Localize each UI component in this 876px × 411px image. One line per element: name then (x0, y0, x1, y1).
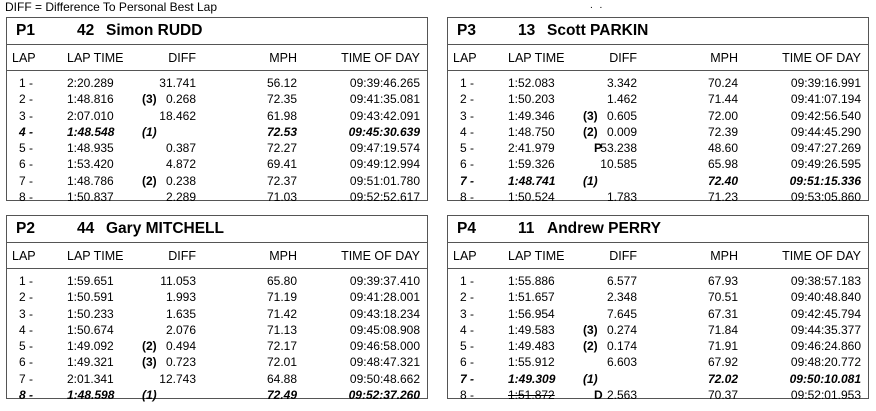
lap-mph: 64.88 (266, 371, 297, 386)
col-diff: DIFF (609, 249, 637, 263)
lap-number: 3 - (19, 108, 34, 123)
lap-row (7, 370, 427, 386)
lap-diff: 1.993 (165, 290, 196, 305)
col-mph: MPH (710, 51, 738, 65)
lap-time: 1:53.420 (67, 157, 114, 172)
col-time-of-day: TIME OF DAY (341, 249, 420, 263)
lap-time: 1:50.203 (508, 92, 555, 107)
lap-diff: 0.605 (606, 108, 637, 123)
col-lap-time: LAP TIME (508, 51, 565, 65)
lap-time-of-day: 09:49:26.595 (790, 157, 861, 172)
lap-row (448, 172, 868, 188)
lap-mph: 67.31 (707, 306, 738, 321)
lap-time-of-day: 09:39:37.410 (349, 274, 420, 288)
lap-time-of-day: 09:51:01.780 (349, 173, 420, 188)
lap-rows (7, 269, 427, 402)
lap-number: 4 - (460, 124, 475, 139)
lap-mph: 72.40 (707, 173, 738, 188)
col-diff: DIFF (168, 249, 196, 263)
driver-panel-p2 (6, 215, 428, 403)
lap-time: 1:48.816 (67, 92, 114, 107)
lap-time-of-day: 09:45:30.639 (348, 124, 420, 139)
lap-row (7, 74, 427, 90)
lap-time: 2:07.010 (67, 108, 114, 123)
col-lap-time: LAP TIME (508, 249, 565, 263)
position-label: P2 (16, 220, 35, 237)
lap-time: 1:49.583 (508, 322, 555, 337)
lap-time: 1:48.598 (67, 388, 115, 403)
lap-diff: 3.342 (606, 76, 637, 90)
panel-header (448, 18, 868, 45)
lap-diff: 1.635 (165, 306, 196, 321)
lap-time: 1:48.786 (67, 173, 114, 188)
position-label: P3 (457, 22, 476, 39)
lap-diff: 4.872 (165, 157, 196, 172)
lap-number: 2 - (460, 92, 475, 107)
lap-rows (448, 71, 868, 204)
lap-number: 6 - (19, 157, 34, 172)
col-time-of-day: TIME OF DAY (782, 249, 861, 263)
lap-diff: 0.174 (606, 339, 637, 354)
lap-row (7, 337, 427, 353)
lap-mph: 67.93 (707, 274, 738, 288)
lap-time-of-day: 09:50:10.081 (789, 371, 861, 386)
lap-row (448, 305, 868, 321)
lap-row (7, 123, 427, 139)
column-header-row (7, 243, 427, 269)
lap-diff: 2.348 (606, 290, 637, 305)
lap-rank-note: (2) (583, 124, 598, 139)
col-mph: MPH (269, 249, 297, 263)
lap-time-of-day: 09:45:08.908 (349, 322, 420, 337)
panel-header (7, 216, 427, 243)
lap-time: 1:50.674 (67, 322, 114, 337)
lap-row (448, 337, 868, 353)
lap-time-of-day: 09:43:42.091 (349, 108, 420, 123)
lap-row (7, 155, 427, 171)
lap-time: 1:55.912 (508, 355, 555, 370)
position-label: P4 (457, 220, 476, 237)
lap-rank-note: (2) (583, 339, 598, 354)
lap-time-of-day: 09:52:01.953 (790, 388, 861, 403)
col-lap-time: LAP TIME (67, 249, 124, 263)
col-lap: LAP (12, 51, 36, 65)
lap-row (7, 305, 427, 321)
lap-diff: 0.238 (165, 173, 196, 188)
column-header-row (448, 45, 868, 71)
lap-time: 1:56.954 (508, 306, 555, 321)
lap-time-of-day: 09:49:12.994 (349, 157, 420, 172)
lap-time-of-day: 09:39:16.991 (790, 76, 861, 90)
lap-time-of-day: 09:50:48.662 (349, 371, 420, 386)
lap-mph: 67.92 (707, 355, 738, 370)
lap-time: 2:01.341 (67, 371, 114, 386)
driver-panel-p1 (6, 17, 428, 205)
lap-number: 7 - (19, 173, 34, 188)
lap-diff: 0.009 (606, 124, 637, 139)
lap-diff: 0.274 (606, 322, 637, 337)
lap-time: 1:48.935 (67, 141, 114, 156)
lap-number: 3 - (460, 306, 475, 321)
lap-diff: 12.743 (159, 371, 196, 386)
lap-number: 6 - (460, 355, 475, 370)
lap-mph: 70.51 (707, 290, 738, 305)
lap-number: 8 - (19, 190, 34, 205)
lap-mph: 65.98 (707, 157, 738, 172)
lap-rank-note: (3) (142, 92, 157, 107)
lap-time: 1:50.524 (508, 190, 555, 205)
lap-row (448, 74, 868, 90)
lap-number: 2 - (19, 290, 34, 305)
lap-time: 1:48.750 (508, 124, 555, 139)
lap-rows (7, 71, 427, 204)
lap-time-of-day: 09:42:45.794 (790, 306, 861, 321)
lap-time-of-day: 09:52:52.617 (349, 190, 420, 205)
lap-time-of-day: 09:47:19.574 (349, 141, 420, 156)
lap-time-of-day: 09:42:56.540 (790, 108, 861, 123)
car-number: 44 (77, 220, 95, 237)
lap-mph: 72.02 (707, 371, 738, 386)
lap-diff: 6.577 (606, 274, 637, 288)
lap-time: 1:51.657 (508, 290, 555, 305)
lap-time: 1:49.309 (508, 371, 556, 386)
lap-row (7, 188, 427, 204)
lap-diff: 2.076 (165, 322, 196, 337)
column-header-row (7, 45, 427, 71)
lap-time-of-day: 09:44:45.290 (790, 124, 861, 139)
lap-number: 7 - (460, 371, 475, 386)
lap-time: 1:59.651 (67, 274, 114, 288)
lap-row (7, 353, 427, 369)
lap-mph: 71.03 (266, 190, 297, 205)
col-lap: LAP (12, 249, 36, 263)
lap-number: 6 - (460, 157, 475, 172)
lap-time: 2:20.289 (67, 76, 114, 90)
lap-number: 1 - (460, 274, 475, 288)
lap-diff: 7.645 (606, 306, 637, 321)
header-dots: . . (590, 0, 605, 11)
lap-diff: 10.585 (600, 157, 637, 172)
lap-rank-note: (1) (142, 388, 157, 403)
lap-rows (448, 269, 868, 402)
lap-time: 1:55.886 (508, 274, 555, 288)
lap-time-of-day: 09:46:24.860 (790, 339, 861, 354)
lap-time: 1:48.548 (67, 124, 115, 139)
col-lap: LAP (453, 249, 477, 263)
lap-number: 8 - (19, 388, 34, 403)
lap-row (448, 353, 868, 369)
lap-mph: 72.39 (707, 124, 738, 139)
lap-diff: 2.563 (606, 388, 637, 403)
lap-number: 3 - (460, 108, 475, 123)
lap-time: 1:49.092 (67, 339, 114, 354)
lap-diff: 1.462 (606, 92, 637, 107)
col-lap: LAP (453, 51, 477, 65)
lap-mph: 72.49 (266, 388, 297, 403)
lap-time-of-day: 09:47:27.269 (790, 141, 861, 156)
lap-time-of-day: 09:53:05.860 (790, 190, 861, 205)
col-mph: MPH (710, 249, 738, 263)
lap-rank-note: (3) (583, 108, 598, 123)
lap-mph: 72.17 (266, 339, 297, 354)
lap-number: 5 - (19, 339, 34, 354)
lap-number: 4 - (19, 322, 34, 337)
lap-time-of-day: 09:40:48.840 (790, 290, 861, 305)
lap-mph: 71.42 (266, 306, 297, 321)
lap-mph: 70.37 (707, 388, 738, 403)
lap-diff: 2.289 (165, 190, 196, 205)
lap-time-of-day: 09:52:37.260 (348, 388, 420, 403)
lap-time: 1:49.321 (67, 355, 114, 370)
lap-mph: 61.98 (266, 108, 297, 123)
car-number: 11 (518, 220, 535, 237)
col-time-of-day: TIME OF DAY (782, 51, 861, 65)
lap-diff: 1.783 (606, 190, 637, 205)
lap-number: 7 - (19, 371, 34, 386)
lap-number: 1 - (19, 274, 34, 288)
lap-mph: 72.37 (266, 173, 297, 188)
lap-number: 5 - (19, 141, 34, 156)
lap-time-of-day: 09:41:07.194 (790, 92, 861, 107)
col-diff: DIFF (168, 51, 196, 65)
col-mph: MPH (269, 51, 297, 65)
panel-header (448, 216, 868, 243)
lap-rank-note: (3) (142, 355, 157, 370)
lap-rank-note: (1) (583, 173, 598, 188)
lap-diff: 0.387 (165, 141, 196, 156)
lap-mph: 65.80 (266, 274, 297, 288)
lap-rank-note: P (594, 141, 603, 156)
lap-mph: 71.91 (707, 339, 738, 354)
lap-time-of-day: 09:41:28.001 (349, 290, 420, 305)
driver-name: Scott PARKIN (547, 22, 649, 39)
lap-rank-note: (2) (142, 339, 157, 354)
lap-rank-note: D (594, 388, 603, 403)
lap-number: 1 - (460, 76, 475, 90)
lap-mph: 71.19 (266, 290, 297, 305)
car-number: 13 (518, 22, 536, 39)
lap-mph: 71.84 (707, 322, 738, 337)
lap-rank-note: (1) (142, 124, 157, 139)
lap-time: 1:50.837 (67, 190, 114, 205)
lap-mph: 69.41 (266, 157, 297, 172)
lap-number: 8 - (460, 190, 475, 205)
lap-time-of-day: 09:46:58.000 (349, 339, 420, 354)
lap-row (7, 172, 427, 188)
lap-row (7, 321, 427, 337)
lap-row (448, 107, 868, 123)
lap-number: 4 - (19, 124, 34, 139)
col-lap-time: LAP TIME (67, 51, 124, 65)
lap-mph: 71.44 (707, 92, 738, 107)
lap-rank-note: (1) (583, 371, 598, 386)
lap-diff: 11.053 (160, 274, 196, 288)
driver-name: Gary MITCHELL (106, 220, 224, 237)
lap-time-of-day: 09:48:47.321 (349, 355, 420, 370)
driver-panel-p4 (447, 215, 869, 403)
lap-diff: 0.494 (165, 339, 196, 354)
lap-time-of-day: 09:41:35.081 (349, 92, 420, 107)
lap-number: 6 - (19, 355, 34, 370)
lap-row (7, 107, 427, 123)
lap-row (448, 123, 868, 139)
col-time-of-day: TIME OF DAY (341, 51, 420, 65)
lap-row (448, 321, 868, 337)
lap-mph: 72.53 (266, 124, 297, 139)
lap-mph: 56.12 (266, 76, 297, 90)
driver-panel-p3 (447, 17, 869, 205)
lap-number: 5 - (460, 141, 475, 156)
lap-time-of-day: 09:44:35.377 (790, 322, 861, 337)
driver-name: Andrew PERRY (547, 220, 661, 237)
lap-time: 1:59.326 (508, 157, 555, 172)
lap-row (448, 188, 868, 204)
lap-row (7, 288, 427, 304)
car-number: 42 (77, 22, 95, 39)
column-header-row (448, 243, 868, 269)
lap-row (448, 90, 868, 106)
lap-diff: 0.268 (165, 92, 196, 107)
lap-time-of-day: 09:48:20.772 (790, 355, 861, 370)
lap-time: 2:41.979 (508, 141, 555, 156)
lap-rank-note: (2) (142, 173, 157, 188)
lap-mph: 71.23 (707, 190, 738, 205)
lap-diff: 6.603 (606, 355, 637, 370)
lap-row (448, 155, 868, 171)
lap-time-of-day: 09:43:18.234 (349, 306, 420, 321)
lap-time: 1:49.483 (508, 339, 555, 354)
lap-number: 3 - (19, 306, 34, 321)
lap-mph: 71.13 (266, 322, 297, 337)
lap-mph: 72.27 (266, 141, 297, 156)
lap-number: 4 - (460, 322, 475, 337)
lap-rank-note: (3) (583, 322, 598, 337)
lap-mph: 70.24 (707, 76, 738, 90)
lap-time: 1:51.872 (508, 388, 555, 403)
lap-number: 8 - (460, 388, 475, 403)
lap-time: 1:50.233 (67, 306, 114, 321)
lap-row (448, 370, 868, 386)
lap-mph: 72.35 (266, 92, 297, 107)
lap-number: 5 - (460, 339, 475, 354)
lap-row (448, 139, 868, 155)
col-diff: DIFF (609, 51, 637, 65)
lap-mph: 48.60 (707, 141, 738, 156)
driver-name: Simon RUDD (106, 22, 203, 39)
lap-row (7, 386, 427, 402)
lap-time: 1:50.591 (67, 290, 114, 305)
diff-legend: DIFF = Difference To Personal Best Lap (5, 0, 217, 14)
lap-diff: 31.741 (159, 76, 196, 90)
lap-time: 1:52.083 (508, 76, 555, 90)
lap-row (448, 288, 868, 304)
lap-diff: 53.238 (600, 141, 637, 156)
lap-time-of-day: 09:51:15.336 (789, 173, 861, 188)
lap-diff: 18.462 (159, 108, 196, 123)
lap-number: 2 - (460, 290, 475, 305)
lap-row (7, 90, 427, 106)
position-label: P1 (16, 22, 35, 39)
lap-row (448, 272, 868, 288)
lap-row (7, 272, 427, 288)
panel-header (7, 18, 427, 45)
lap-number: 2 - (19, 92, 34, 107)
lap-diff: 0.723 (165, 355, 196, 370)
lap-time-of-day: 09:38:57.183 (790, 274, 861, 288)
lap-time: 1:48.741 (508, 173, 556, 188)
lap-time-of-day: 09:39:46.265 (349, 76, 420, 90)
lap-number: 1 - (19, 76, 34, 90)
lap-mph: 72.01 (266, 355, 297, 370)
lap-number: 7 - (460, 173, 475, 188)
lap-row (7, 139, 427, 155)
lap-row (448, 386, 868, 402)
lap-mph: 72.00 (707, 108, 738, 123)
lap-time: 1:49.346 (508, 108, 555, 123)
